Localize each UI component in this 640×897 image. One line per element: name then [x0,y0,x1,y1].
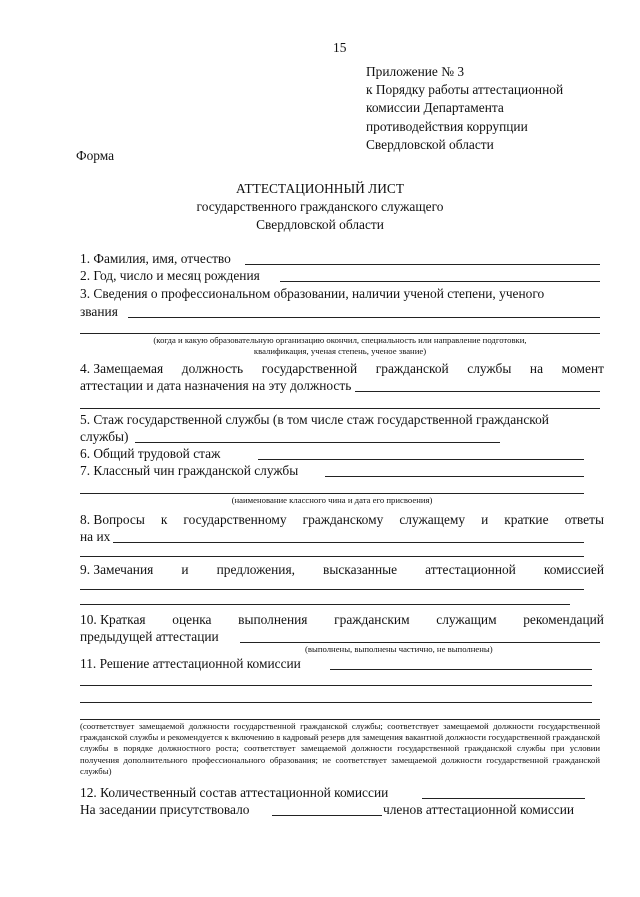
appendix-line: комиссии Департамента [366,100,504,116]
work-experience-line[interactable] [258,459,584,460]
word: 4. Замещаемая [80,361,164,376]
field-label-education-cont: звания [80,304,118,319]
decision-line-2[interactable] [80,685,592,686]
word: оценка [172,612,212,627]
appendix-line: Свердловской области [366,136,494,152]
field-label-education: 3. Сведения о профессиональном образовании, наличии ученой степени, ученого [80,286,545,301]
word: должность [181,361,244,376]
word: предложения, [216,562,295,577]
field-label-commission-decision: 11. Решение аттестационной комиссии [80,656,301,671]
word: момент [561,361,604,376]
appendix-block [366,63,563,154]
appendix-line: противодействия коррупции [366,118,528,134]
decision-line-4[interactable] [80,719,600,720]
field-label-position-cont: аттестации и дата назначения на эту должность [80,378,352,393]
word: ответы [564,512,604,527]
word: гражданским [334,612,410,627]
field-label-service-length: 5. Стаж государственной службы (в том числе стаж государственной гражданской [80,412,549,427]
page-number: 15 [333,40,347,55]
appendix-line: Приложение № 3 [366,64,465,79]
word: рекомендаций [523,612,604,627]
present-count-line[interactable] [272,815,382,816]
form-label: Форма [76,148,115,163]
word: служащему [399,512,466,527]
word: аттестационной [425,562,516,577]
decision-line[interactable] [330,669,592,670]
word: 8. Вопросы [80,512,145,527]
full-name-line[interactable] [245,264,600,265]
word: государственной [261,361,358,376]
document-subtitle: Свердловской области [256,217,384,232]
field-label-class-rank: 7. Классный чин гражданской службы [80,463,299,478]
word: на [529,361,544,376]
education-hint-cont: квалификация, ученая степень, ученое звание) [253,346,427,356]
birth-date-line[interactable] [280,281,600,282]
word: высказанные [323,562,398,577]
field-label-work-experience: 6. Общий трудовой стаж [80,446,221,461]
field-label-present: На заседании присутствовало [80,802,250,817]
document-subtitle: государственного гражданского служащего [196,199,444,214]
word: краткие [504,512,549,527]
word: гражданскому [302,512,384,527]
education-line[interactable] [128,317,600,318]
word: 9. Замечания [80,562,154,577]
appendix-line: к Порядку работы аттестационной [366,82,564,98]
education-hint: (когда и какую образовательную организацию окончил, специальность или направление подготовки, [153,335,527,345]
education-line-2[interactable] [80,333,600,334]
field-label-questions [80,512,604,528]
class-rank-line[interactable] [325,476,584,477]
remarks-line-2[interactable] [80,604,570,605]
class-rank-line-2[interactable] [80,493,584,494]
word: государственному [183,512,287,527]
field-label-questions-cont: на их [80,529,111,544]
recommendations-hint: (выполнены, выполнены частично, не выполнены) [305,644,493,654]
field-label-recommendations [80,612,604,628]
field-label-recommendations-cont: предыдущей аттестации [80,629,219,644]
questions-line-2[interactable] [80,556,584,557]
word: выполнения [238,612,308,627]
decision-line-3[interactable] [80,702,592,703]
field-label-present-suffix: членов аттестационной комиссии [383,802,575,817]
recommendations-line[interactable] [240,642,600,643]
position-line[interactable] [355,391,600,392]
word: 10. Краткая [80,612,146,627]
remarks-line[interactable] [80,589,584,590]
field-label-birth-date: 2. Год, число и месяц рождения [80,268,260,283]
field-label-remarks [80,562,604,578]
word: и [481,512,489,527]
word: службы [467,361,512,376]
field-label-position [80,361,604,377]
word: комиссией [543,562,604,577]
field-label-commission-size: 12. Количественный состав аттестационной комиссии [80,785,389,800]
position-line-2[interactable] [80,408,600,409]
field-label-service-length-cont: службы) [80,429,129,444]
word: служащим [436,612,497,627]
field-label-full-name: 1. Фамилия, имя, отчество [80,251,231,266]
commission-size-line[interactable] [422,798,585,799]
word: к [160,512,168,527]
word: и [181,562,189,577]
service-length-line[interactable] [135,442,500,443]
word: гражданской [375,361,449,376]
decision-hint: (соответствует замещаемой должности государственной гражданской службы; соответствует замещаемой должности государственной гражданской службы и рекомендуется к включению в кадровый резерв для замещения вакантной должности государственной гражданской службы в порядке должностного роста; соответствует замещаемой должности государственной гражданской службы при условии получения дополнительного профессионального образования; не соответствует замещаемой должности государственной гражданской службы) [80,721,600,776]
document-title: АТТЕСТАЦИОННЫЙ ЛИСТ [235,181,405,196]
questions-line[interactable] [113,542,584,543]
class-rank-hint: (наименование классного чина и дата его присвоения) [231,495,433,505]
